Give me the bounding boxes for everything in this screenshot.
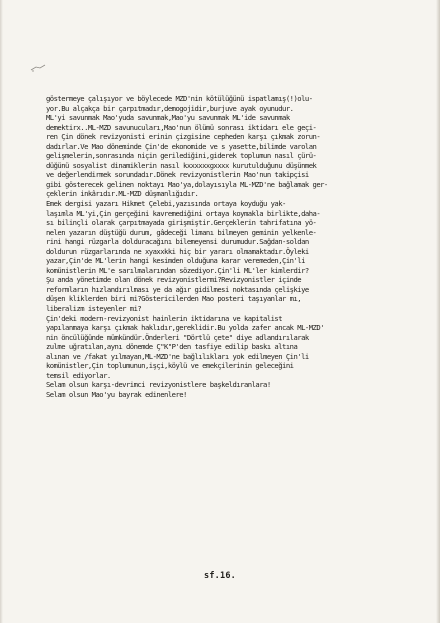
text-line: düğünü sosyalist dinamiklerin nasıl kxxxxxxgxxxx kurutulduğunu düşünmek — [46, 160, 317, 170]
text-line: çeklerin inkârıdır.ML-MZD düşmanlığıdır. — [46, 189, 199, 199]
text-line: rini hangi rüzgarla dolduracağını bilemeyensi durumudur.Sağdan-soldan — [46, 237, 309, 247]
text-line: nelen yazarın düştüğü durum, gâdeceği limanı bilmeyen geminin yelkenle- — [46, 227, 317, 237]
text-line: dadırlar.Ve Mao döneminde Çin'de ekonomide ve s yasette,bilimde varolan — [46, 141, 317, 151]
text-line: ren Çin dönek revizyonisti erinin çizgisine cepheden karşı çıkmak zorun- — [46, 132, 321, 142]
text-line: laşımla ML'yi,Çin gerçeğini kavremediğini ortaya koymakla birlikte,daha- — [46, 208, 321, 218]
page-number: sf.16. — [204, 571, 236, 581]
text-line: temsil ediyorlar. — [46, 370, 111, 380]
text-line: reformların hızlandırılması ye da ağır gidilmesi noktasında çelişkiye — [46, 284, 309, 294]
scan-edge-right — [436, 0, 440, 623]
margin-ink-mark — [30, 63, 46, 73]
text-line: alınan ve /fakat yılmayan,ML-MZD'ne bağlılıkları yok edilmeyen Çin'li — [46, 351, 309, 361]
text-line: demektirx..ML-MZD savunucuları,Mao'nun ölümü sonrası iktidarı ele geçi- — [46, 122, 317, 132]
text-line: gelişmelerin,sonrasında niçin gerilediğini,giderek toplumun nasıl çürü- — [46, 151, 317, 161]
text-line: komünistler,Çin toplumunun,işçi,köylü ve emekçilerinin geleceğini — [46, 361, 294, 371]
scan-edge-left — [0, 0, 3, 623]
text-line: gibi gösterecek gelinen noktayı Mao'ya,dolayısıyla ML-MZD'ne bağlamak ger- — [46, 179, 328, 189]
text-line: Emek dergisi yazarı Hikmet Çelebi,yazısında ortaya koyduğu yak- — [46, 199, 286, 209]
text-line: zulme uğratılan,aynı dönemde Ç"K"P'den tasfiye edilip baskı altına — [46, 342, 298, 352]
text-line: Şu anda yönetimde olan dönek revizyonistlermi?Revizyonistler içinde — [46, 275, 302, 285]
text-line: Selam olsun karşı-devrimci revizyonistlere başkeldıranlara! — [46, 380, 271, 390]
text-line: liberalizm isteyenler mi? — [46, 304, 142, 314]
text-line: nin öncülüğünde mümkündür.Önderleri "Dörtlü çete" diye adlandırılarak — [46, 332, 309, 342]
text-line: yor.Bu alçakça bir çarpıtmadır,demogojidir,burjuve ayak oyunudur. — [46, 103, 294, 113]
text-line: yazar,Çin'de ML'lerin hangi kesimden olduğuna karar veremeden,Çin'li — [46, 256, 305, 266]
text-line: sı bilinçli olarak çarpıtmayada girişmiştir.Gerçeklerin tahrifatına yö- — [46, 218, 317, 228]
text-line: ve değerlendirmek sorundadır.Dönek revizyonistlerin Mao'nun takipçisi — [46, 170, 309, 180]
typed-text-block — [46, 94, 424, 400]
text-line: doldurun rüzgarlarında ne xyaxxkki hiç bir yararı olmamaktadır.Öyleki — [46, 246, 309, 256]
text-line: göstermeye çalışıyor ve böylecede MZD'nin kötülüğünü ispatlamış(!)olu- — [46, 94, 313, 103]
text-line: yapılanmaya karşı çıkmak haklıdır,gereklidir.Bu yolda zafer ancak ML-MZD' — [46, 323, 324, 333]
text-line: düşen kliklerden biri mi?Göstericilerden Mao posteri taşıyanlar mı, — [46, 294, 302, 304]
text-line: ML'yi savunmak Mao'yuda savunmak,Mao'yu savunmak ML'ide savunmak — [46, 113, 290, 123]
text-line: Çin'deki modern-revizyonist hainlerin iktidarına ve kapitalist — [46, 313, 283, 323]
text-line: komünistlerin ML'e sarılmalarından sözediyor.Çin'li ML'ler kimlerdir? — [46, 265, 309, 275]
text-line: Selam olsun Mao'yu bayrak edinenlere! — [46, 389, 187, 399]
